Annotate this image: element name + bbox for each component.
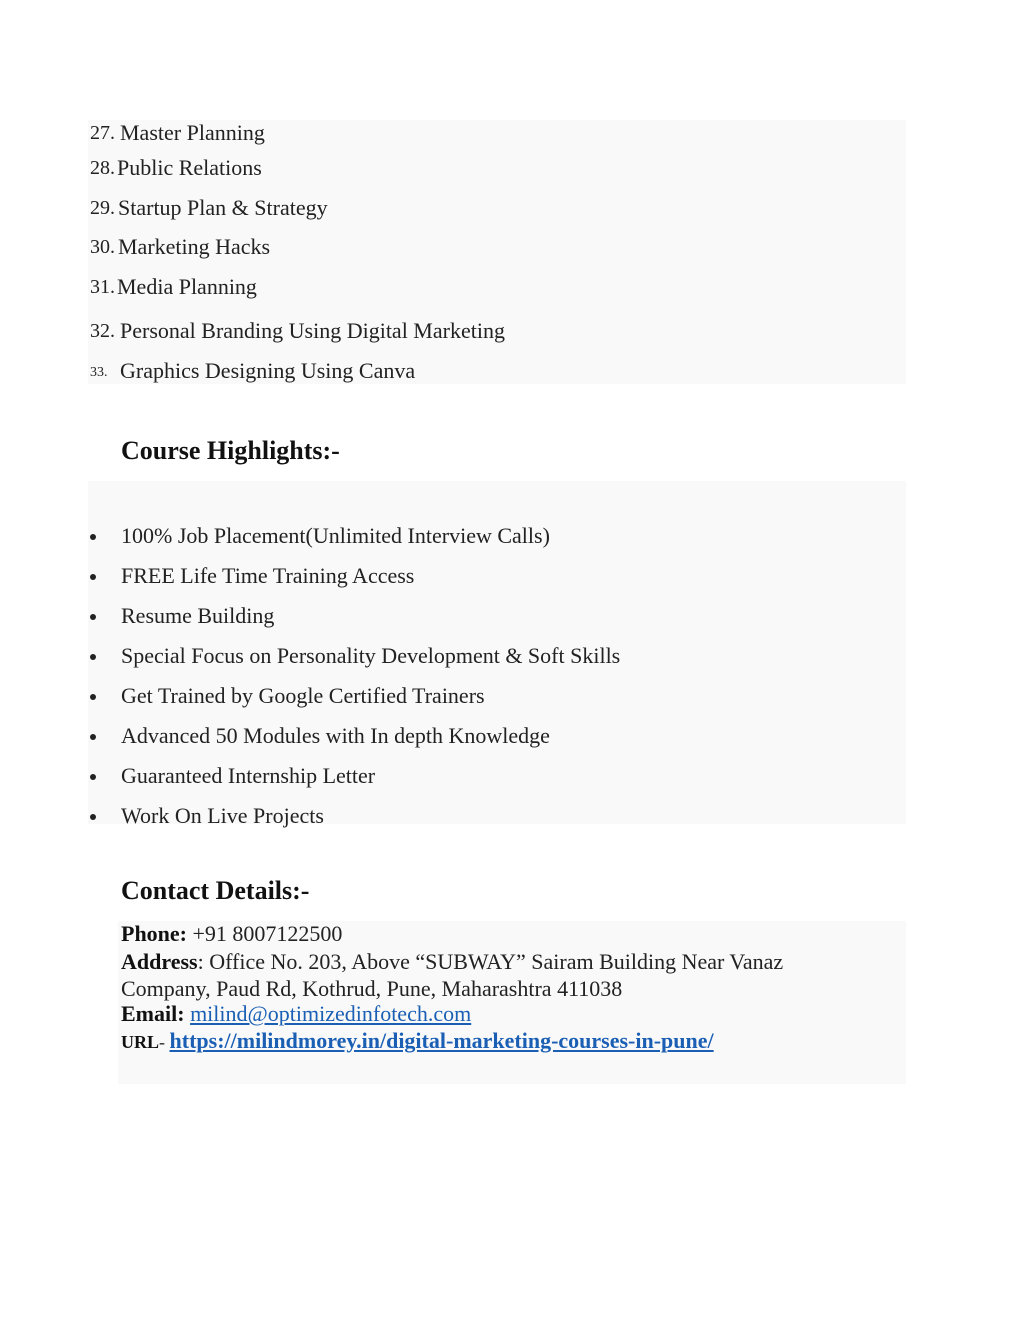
item-label: Personal Branding Using Digital Marketing bbox=[120, 318, 505, 343]
bullet-icon bbox=[90, 814, 96, 820]
item-label: Work On Live Projects bbox=[121, 803, 324, 828]
item-number: 31. bbox=[90, 276, 115, 298]
item-number: 27. bbox=[90, 122, 115, 144]
item-label: Special Focus on Personality Development & Soft Skills bbox=[121, 643, 621, 668]
item-label: Guaranteed Internship Letter bbox=[121, 763, 376, 788]
item-label: 100% Job Placement(Unlimited Interview Calls) bbox=[121, 523, 550, 548]
item-label: Advanced 50 Modules with In depth Knowledge bbox=[121, 723, 550, 748]
address-line bbox=[121, 949, 783, 975]
item-label: Marketing Hacks bbox=[118, 234, 271, 259]
email-label: Email: bbox=[121, 1001, 185, 1026]
item-label: Graphics Designing Using Canva bbox=[120, 358, 416, 383]
url-label: URL bbox=[121, 1032, 160, 1052]
item-number: 29. bbox=[90, 197, 115, 219]
item-label: FREE Life Time Training Access bbox=[121, 563, 415, 588]
bullet-icon bbox=[90, 734, 96, 740]
address-label: Address bbox=[121, 949, 198, 974]
url-link[interactable]: https://milindmorey.in/digital-marketing-courses-in-pune/ bbox=[169, 1028, 714, 1053]
item-number: 30. bbox=[90, 236, 115, 258]
url-line bbox=[121, 1028, 714, 1055]
bullet-icon bbox=[90, 654, 96, 660]
phone-label: Phone: bbox=[121, 921, 187, 946]
url-separator: - bbox=[159, 1032, 170, 1052]
item-label: Master Planning bbox=[120, 120, 265, 145]
email-link[interactable]: milind@optimizedinfotech.com bbox=[190, 1001, 472, 1026]
item-number: 33. bbox=[90, 365, 108, 380]
item-number: 28. bbox=[90, 157, 115, 179]
highlights-heading: Course Highlights:- bbox=[121, 436, 340, 465]
bullet-icon bbox=[90, 534, 96, 540]
item-label: Media Planning bbox=[117, 274, 257, 299]
item-number: 32. bbox=[90, 320, 115, 342]
item-label: Startup Plan & Strategy bbox=[118, 195, 328, 220]
contact-heading: Contact Details:- bbox=[121, 876, 310, 905]
address-value: : Office No. 203, Above “SUBWAY” Sairam Building Near Vanaz bbox=[197, 949, 784, 974]
bullet-icon bbox=[90, 574, 96, 580]
email-line bbox=[121, 1001, 471, 1027]
bullet-icon bbox=[90, 614, 96, 620]
bullet-icon bbox=[90, 774, 96, 780]
item-label: Public Relations bbox=[117, 155, 262, 180]
address-line-2: Company, Paud Rd, Kothrud, Pune, Maharashtra 411038 bbox=[121, 976, 623, 1001]
item-label: Get Trained by Google Certified Trainers bbox=[121, 683, 485, 708]
phone-line bbox=[121, 921, 342, 947]
item-label: Resume Building bbox=[121, 603, 275, 628]
phone-value: +91 8007122500 bbox=[187, 921, 343, 946]
bullet-icon bbox=[90, 694, 96, 700]
